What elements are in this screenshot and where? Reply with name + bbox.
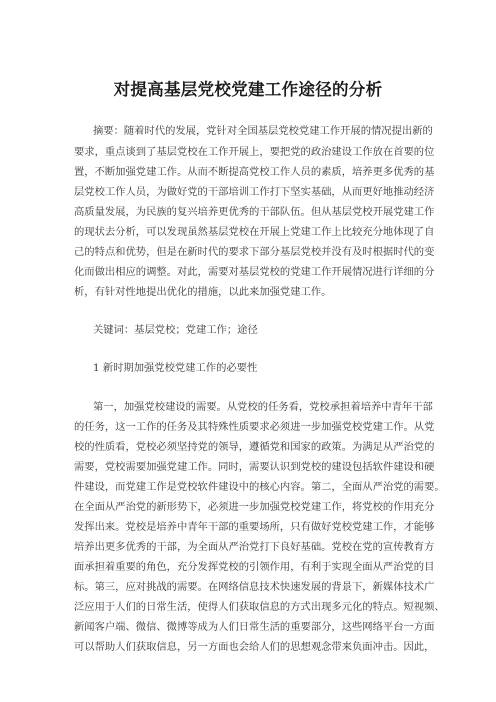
body-line: 件建设，而党建工作是党校软件建设中的核心内容。第二，全面从严治党的需要。	[74, 481, 445, 493]
body-line: 在全面从严治党的新形势下，必须进一步加强党校党建工作，将党校的作用充分	[74, 501, 435, 513]
abstract-line: 摘要：随着时代的发展，党针对全国基层党校党建工作开展的情况提出新的	[93, 125, 433, 137]
body-line: 需要，党校需要加强党建工作。同时，需要认识到党校的建设包括软件建设和硬	[74, 461, 435, 473]
keywords-line: 关键词：基层党校；党建工作；途径	[93, 324, 258, 336]
abstract-line: 要求，重点谈到了基层党校在工作开展上，要把党的政治建设工作放在首要的位	[74, 146, 435, 158]
body-line: 的任务，这一工作的任务及其特殊性质要求必须进一步加强党校党建工作。从党	[74, 421, 435, 433]
body-line: 可以帮助人们获取信息，另一方面也会给人们的思想观念带来负面冲击。因此，	[74, 641, 435, 653]
body-line: 第一，加强党校建设的需要。从党校的任务看，党校承担着培养中青年干部	[93, 401, 433, 413]
abstract-line: 层党校工作人员，为做好党的干部培训工作打下坚实基础，从而更好地推动经济	[74, 186, 435, 198]
section-heading: 1 新时期加强党校党建工作的必要性	[93, 362, 258, 374]
body-line: 新闻客户端、微信、微博等成为人们日常生活的重要部分，这些网络平台一方面	[74, 621, 435, 633]
body-line: 培养出更多优秀的干部，为全面从严治党打下良好基础。党校在党的宣传教育方	[74, 541, 435, 553]
body-line: 校的性质看，党校必须坚持党的领导，遵循党和国家的政策。为满足从严治党的	[74, 441, 435, 453]
body-line: 标。第三，应对挑战的需要。在网络信息技术快速发展的背景下，新媒体技术广	[74, 581, 435, 593]
body-line: 泛应用于人们的日常生活，使得人们获取信息的方式出现多元化的特点。短视频、	[74, 601, 445, 613]
abstract-line: 高质量发展，为民族的复兴培养更优秀的干部队伍。但从基层党校开展党建工作	[74, 206, 435, 218]
document-title: 对提高基层党校党建工作途径的分析	[113, 80, 383, 99]
abstract-line: 的现状去分析，可以发现虽然基层党校在开展上党建工作上比较充分地体现了自	[74, 226, 435, 238]
abstract-line: 析，有针对性地提出优化的措施，以此来加强党建工作。	[74, 286, 332, 298]
abstract-line: 置，不断加强党建工作。从而不断提高党校工作人员的素质，培养更多优秀的基	[74, 166, 435, 178]
body-line: 面承担着重要的角色，充分发挥党校的引领作用，有利于实现全面从严治党的目	[74, 561, 435, 573]
abstract-line: 化而做出相应的调整。对此，需要对基层党校的党建工作开展情况进行详细的分	[74, 266, 435, 278]
body-line: 发挥出来。党校是培养中青年干部的重要场所，只有做好党校党建工作，才能够	[74, 521, 435, 533]
abstract-line: 己的特点和优势，但是在新时代的要求下部分基层党校并没有及时根据时代的变	[74, 246, 435, 258]
